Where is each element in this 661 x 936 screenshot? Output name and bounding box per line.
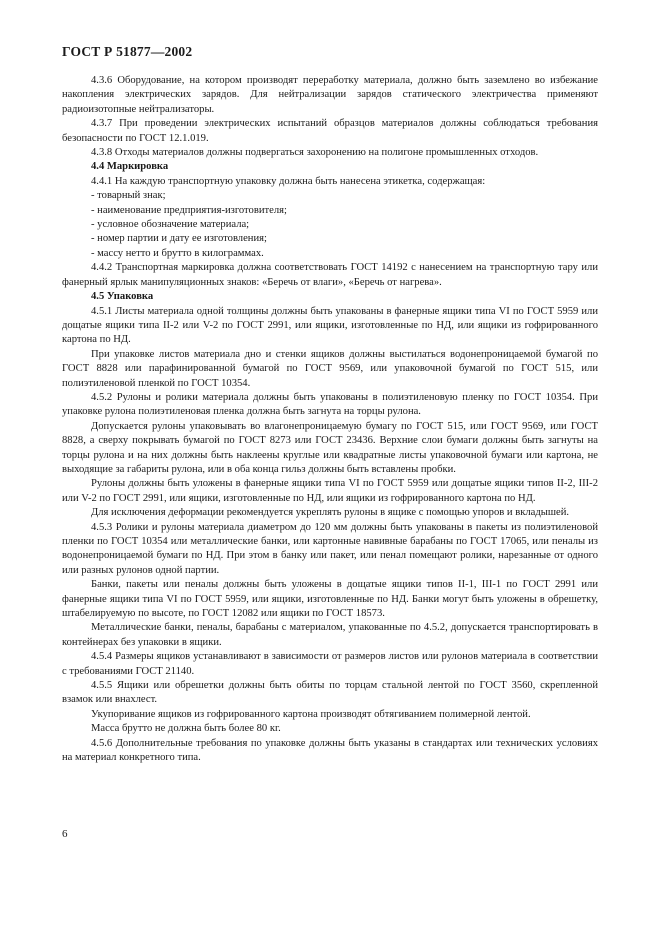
paragraph: Для исключения деформации рекомендуется укреплять рулоны в ящике с помощью упоров и вкладышей. [91,507,570,519]
paragraph: Металлические банки, пеналы, барабаны с материалом, упакованные по 4.5.2, допускается транспортировать в контейнерах без упаковки в ящики. [62,622,598,648]
list-item: - условное обозначение материала; [91,219,250,231]
document-header: ГОСТ Р 51877—2002 [62,44,193,59]
paragraph-4-5-5: 4.5.5 Ящики или обрешетки должны быть обиты по торцам стальной лентой по ГОСТ 3560, скрепленной взамок или внахлест. [62,680,598,706]
paragraph-4-5-3: 4.5.3 Ролики и рулоны материала диаметром до 120 мм должны быть упакованы в пакеты из полиэтиленовой пленки по ГОСТ 10354 или металлические банки, или картонные навивные барабаны по ГОСТ 17065, или пеналы из водонепроницаемой бумаги по НД. При этом в банку или пакет, или пенал помещают ролики, нарезанные от одного или разных рулонов одной партии. [62,521,598,576]
section-heading-marking: 4.4 Маркировка [91,161,169,173]
paragraph: Укупоривание ящиков из гофрированного картона производят обтягиванием полимерной лентой. [91,708,531,720]
paragraph-4-5-6: 4.5.6 Дополнительные требования по упаковке должны быть указаны в стандартах или технических условиях на материал конкретного типа. [62,737,598,764]
paragraph-4-3-6: 4.3.6 Оборудование, на котором производят переработку материала, должно быть заземлено во избежание накопления электрических зарядов. Для нейтрализации зарядов статического электричества применяют радиоизотопные нейтрализаторы. [62,75,598,115]
page-number: 6 [62,828,68,840]
paragraph: Рулоны должны быть уложены в фанерные ящики типа VI по ГОСТ 5959 или дощатые ящики типов II-2, III-2 или V-2 по ГОСТ 2991, или ящики, изготовленные по НД, или ящики из гофрированного картона по НД. [62,478,598,504]
paragraph-4-4-2: 4.4.2 Транспортная маркировка должна соответствовать ГОСТ 14192 с нанесением на транспортную тару или фанерный ярлык манипуляционных знаков: «Беречь от влаги», «Беречь от нагрева». [62,262,598,288]
list-item: - наименование предприятия-изготовителя; [91,204,287,216]
paragraph-4-3-8: 4.3.8 Отходы материалов должны подвергаться захоронению на полигоне промышленных отходов. [91,147,539,159]
paragraph: Банки, пакеты или пеналы должны быть уложены в дощатые ящики типов II-1, III-1 по ГОСТ 2991 или фанерные ящики типа VI по ГОСТ 5959, или ящики, изготовленные по НД. Банки могут быть уложены в обрешетку, штабелируемую по высоте, по ГОСТ 12082 или ящики по ГОСТ 18573. [62,579,598,620]
paragraph: При упаковке листов материала дно и стенки ящиков должны выстилаться водонепроницаемой бумагой по ГОСТ 8828 или парафинированной бумагой по ГОСТ 9569, или упаковочной бумагой по ГОСТ 515, или полиэтиленовой пленкой по ГОСТ 10354. [62,348,598,389]
list-item: - номер партии и дату ее изготовления; [91,233,267,245]
list-item: - товарный знак; [91,190,166,202]
paragraph-4-5-4: 4.5.4 Размеры ящиков устанавливают в зависимости от размеров листов или рулонов материала в соответствии с требованиями ГОСТ 21140. [62,651,598,677]
paragraph: Допускается рулоны упаковывать во влагонепроницаемую бумагу по ГОСТ 515, или ГОСТ 9569, или ГОСТ 8828, а сверху покрывать бумагой по ГОСТ 8273 или ГОСТ 23436. Верхние слои бумаги должны быть загнуты на торцы рулона и на них должны быть наклеены круглые или квадратные листы упаковочной бумаги или картона, не выходящие за габариты рулона, или в оба конца гильз должны быть вставлены пробки. [62,420,598,475]
paragraph-4-4-1: 4.4.1 На каждую транспортную упаковку должна быть нанесена этикетка, содержащая: [91,175,486,187]
paragraph-4-5-1: 4.5.1 Листы материала одной толщины должны быть упакованы в фанерные ящики типа VI по ГОСТ 5959 или дощатые ящики типа II-2 или V-2 по ГОСТ 2991, или ящики, изготовленные по НД, или ящики из гофрированного картона по НД. [62,305,598,346]
document-body [62,74,598,766]
paragraph: Масса брутто не должна быть более 80 кг. [91,723,281,735]
paragraph-4-5-2: 4.5.2 Рулоны и ролики материала должны быть упакованы в полиэтиленовую пленку по ГОСТ 10354. При упаковке рулона полиэтиленовая пленка должна быть загнута на торцы рулона. [62,391,598,418]
section-heading-packaging: 4.5 Упаковка [91,291,154,303]
paragraph-4-3-7: 4.3.7 При проведении электрических испытаний образцов материалов должны соблюдаться требования безопасности по ГОСТ 12.1.019. [62,118,598,144]
list-item: - массу нетто и брутто в килограммах. [91,247,264,259]
